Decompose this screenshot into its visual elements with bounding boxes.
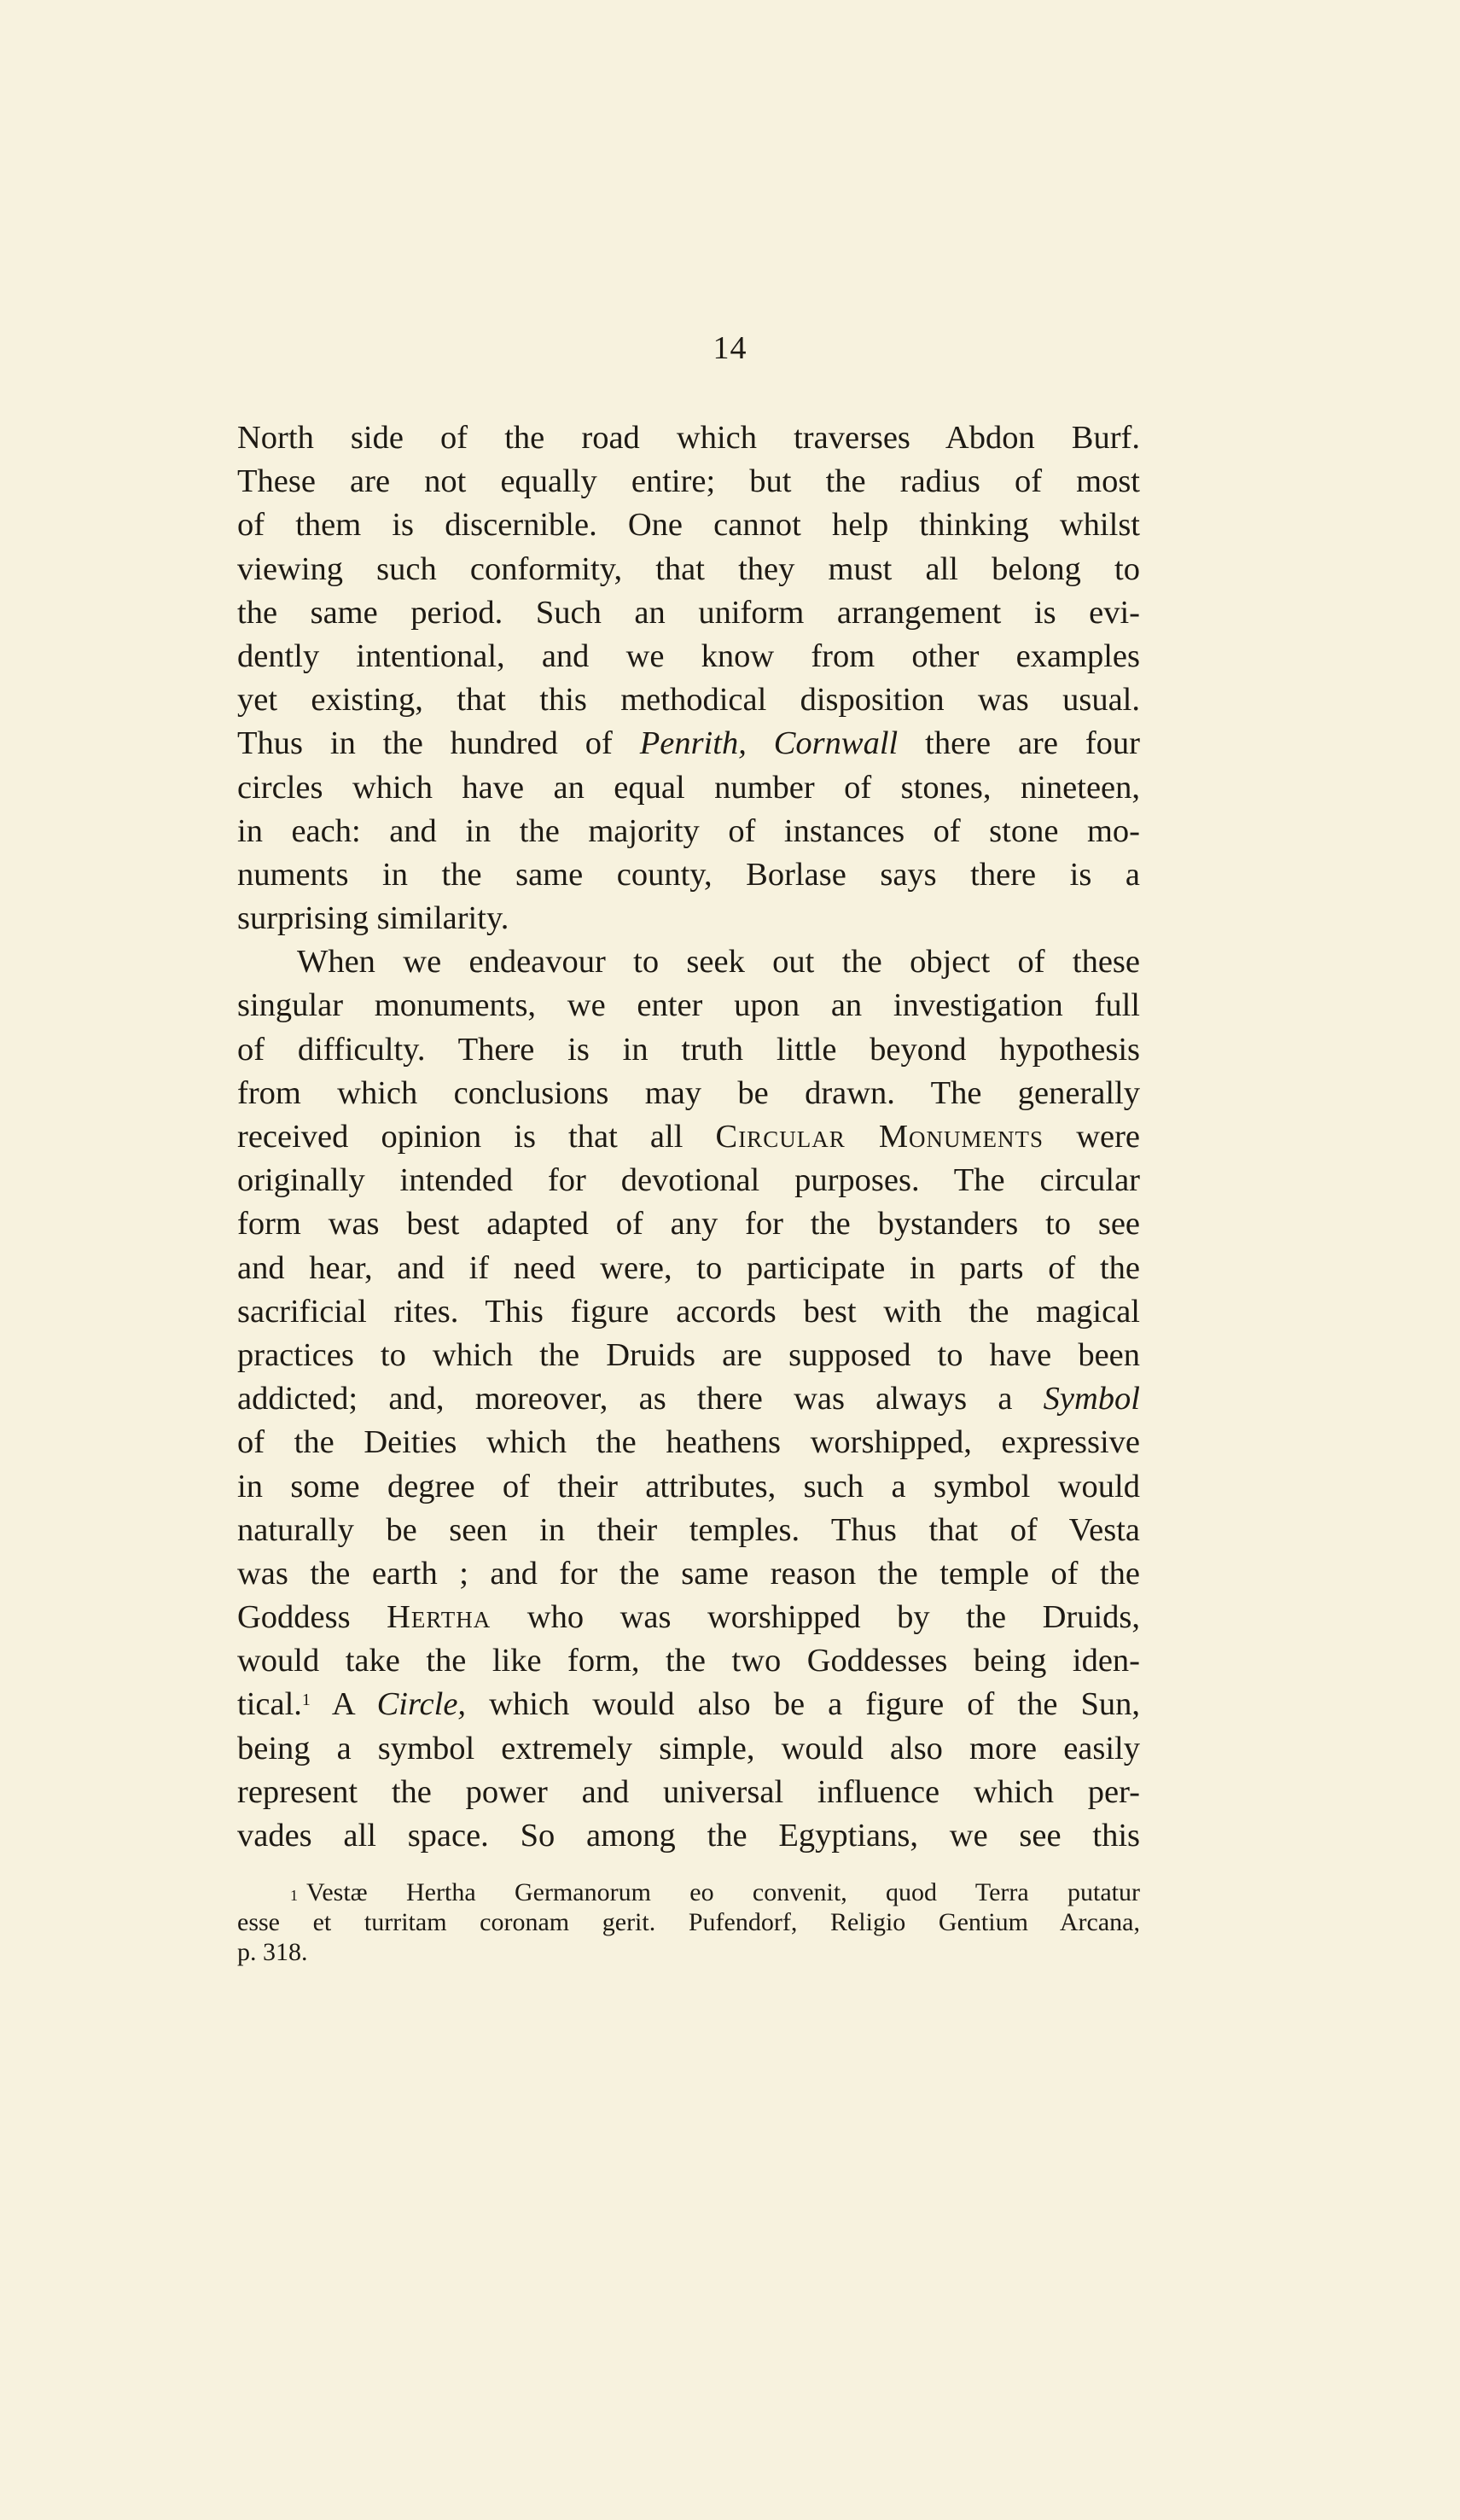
text-run: received opinion is that all <box>237 1119 683 1155</box>
text-line: was the earth ; and for the same reason the temple of the <box>237 1555 1140 1592</box>
paragraph-start-line: When we endeavour to seek out the object of these <box>297 944 1140 981</box>
text-run: who was worshipped by the Druids, <box>526 1599 1141 1636</box>
body-text <box>237 416 1140 1858</box>
italic-term: Symbol <box>1043 1381 1140 1417</box>
page-number: 14 <box>713 330 747 366</box>
footnote-marker: 1 <box>290 1887 298 1904</box>
text-line: the same period. Such an uniform arrangement is evi- <box>237 594 1140 631</box>
footnote-line: p. 318. <box>237 1938 308 1966</box>
small-caps-term: Hertha <box>387 1599 492 1636</box>
text-line: surprising similarity. <box>237 900 509 937</box>
text-line <box>237 722 1140 765</box>
text-run: which would also be a figure of the Sun, <box>489 1686 1141 1723</box>
footnote <box>237 1877 1140 1967</box>
footnote-reference: 1 <box>301 1691 311 1710</box>
text-line: represent the power and universal influence which per- <box>237 1773 1140 1810</box>
small-caps-term: Circular Monuments <box>715 1119 1044 1155</box>
text-line <box>237 1115 1140 1159</box>
text-line <box>237 1377 1140 1421</box>
place-name-penrith: Penrith, <box>639 725 747 762</box>
text-run: Goddess <box>237 1599 351 1636</box>
text-line: in each: and in the majority of instances of stone mo- <box>237 812 1140 849</box>
text-line: originally intended for devotional purposes. The circular <box>237 1162 1140 1199</box>
text-line: in some degree of their attributes, such a symbol would <box>237 1468 1140 1504</box>
text-line: vades all space. So among the Egyptians, we see this <box>237 1818 1140 1854</box>
italic-term: Circle, <box>376 1686 467 1723</box>
text-run: there are four <box>925 725 1141 762</box>
text-line: of difficulty. There is in truth little beyond hypothesis <box>237 1031 1140 1068</box>
text-line: of them is discernible. One cannot help thinking whilst <box>237 507 1140 544</box>
text-line <box>237 1596 1140 1639</box>
text-run: tical. <box>237 1686 302 1723</box>
text-line: being a symbol extremely simple, would also more easily <box>237 1730 1140 1766</box>
footnote-text: Vestæ Hertha Germanorum eo convenit, quod Terra putatur <box>306 1878 1140 1906</box>
text-line: dently intentional, and we know from other examples <box>237 637 1140 674</box>
footnote-line <box>237 1877 1140 1907</box>
text-line: sacrificial rites. This figure accords best with the magical <box>237 1293 1140 1330</box>
place-name-cornwall: Cornwall <box>773 725 899 762</box>
text-line: would take the like form, the two Goddesses being iden- <box>237 1643 1140 1679</box>
text-line: practices to which the Druids are supposed to have been <box>237 1336 1140 1373</box>
text-line: circles which have an equal number of stones, nineteen, <box>237 769 1140 806</box>
text-line: from which conclusions may be drawn. The generally <box>237 1074 1140 1111</box>
text-line: North side of the road which traverses Abdon Burf. <box>237 420 1140 456</box>
text-run: A <box>331 1686 354 1723</box>
text-line: naturally be seen in their temples. Thus that of Vesta <box>237 1511 1140 1548</box>
text-line: viewing such conformity, that they must all belong to <box>237 550 1140 587</box>
text-line: singular monuments, we enter upon an investigation full <box>237 987 1140 1024</box>
text-run: addicted; and, moreover, as there was always a <box>237 1381 1013 1417</box>
text-line: form was best adapted of any for the bystanders to see <box>237 1206 1140 1243</box>
text-line: numents in the same county, Borlase says there is a <box>237 856 1140 893</box>
footnote-line: esse et turritam coronam gerit. Pufendorf, Religio Gentium Arcana, <box>237 1908 1140 1936</box>
text-line: These are not equally entire; but the radius of most <box>237 463 1140 500</box>
text-line: of the Deities which the heathens worshipped, expressive <box>237 1424 1140 1461</box>
text-line <box>237 1683 1140 1726</box>
text-run: were <box>1076 1119 1140 1155</box>
text-run: Thus in the hundred of <box>237 725 613 762</box>
text-line: and hear, and if need were, to participate in parts of the <box>237 1249 1140 1286</box>
text-line: yet existing, that this methodical disposition was usual. <box>237 682 1140 719</box>
